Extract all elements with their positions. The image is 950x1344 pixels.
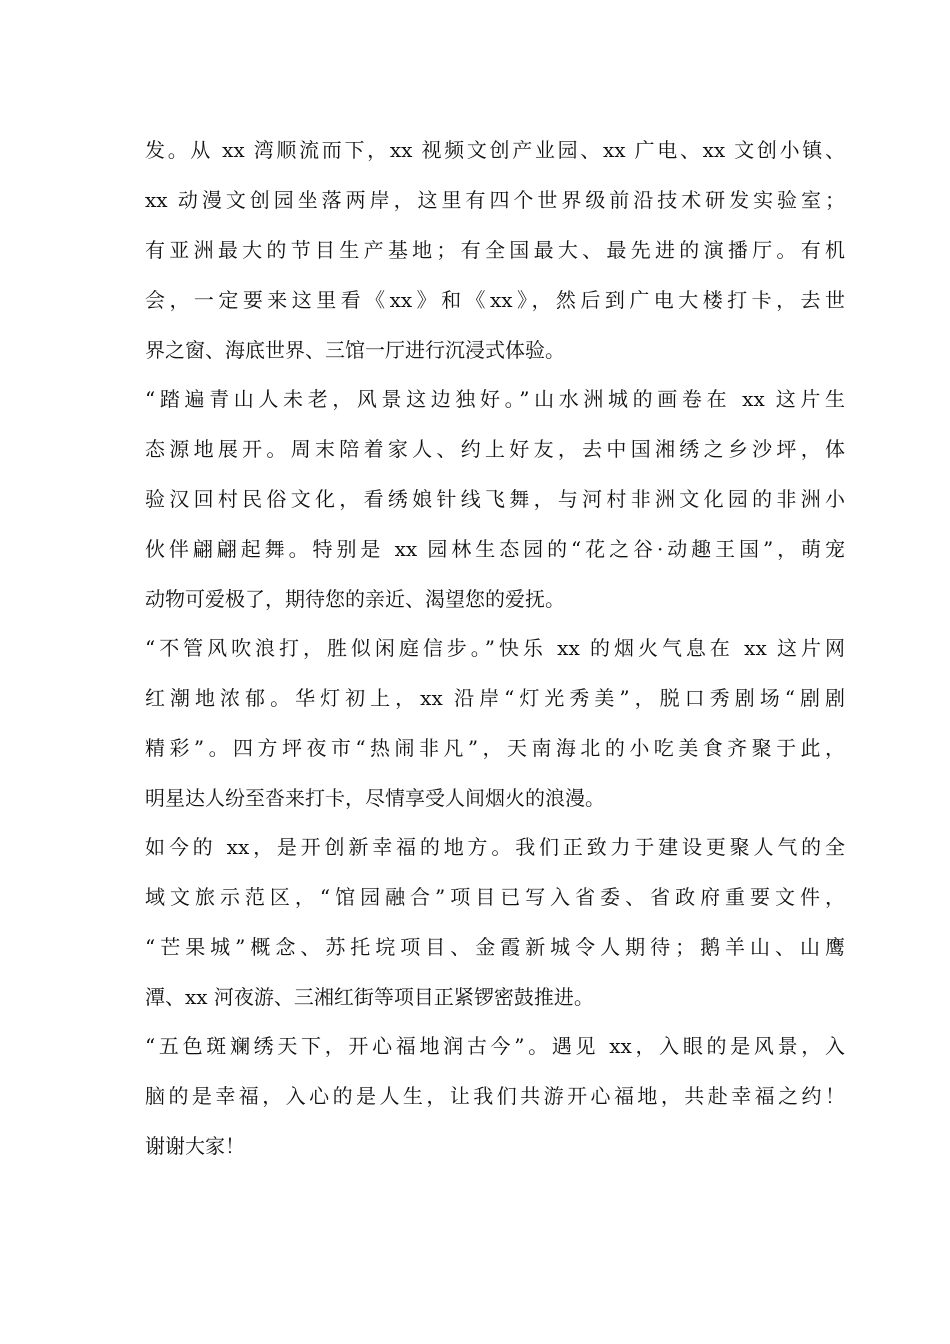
text-line: 伙伴翩翩起舞。特别是 xx 园林生态园的“花之谷·动趣王国”，萌宠 bbox=[145, 537, 845, 561]
text-line: 精彩”。四方坪夜市“热闹非凡”，天南海北的小吃美食齐聚于此， bbox=[145, 736, 845, 760]
text-line: 明星达人纷至沓来打卡，尽情享受人间烟火的浪漫。 bbox=[145, 786, 605, 810]
text-line: 谢谢大家！ bbox=[145, 1134, 245, 1158]
text-line: “不管风吹浪打，胜似闲庭信步。”快乐 xx 的烟火气息在 xx 这片网 bbox=[145, 636, 845, 660]
text-line: 动物可爱极了，期待您的亲近、渴望您的爱抚。 bbox=[145, 587, 565, 611]
text-line: 态源地展开。周末陪着家人、约上好友，去中国湘绣之乡沙坪，体 bbox=[145, 437, 845, 461]
text-line: “踏遍青山人未老，风景这边独好。”山水洲城的画卷在 xx 这片生 bbox=[145, 387, 845, 411]
text-line: 会，一定要来这里看《xx》和《xx》，然后到广电大楼打卡，去世 bbox=[145, 288, 845, 312]
text-line: 域文旅示范区，“馆园融合”项目已写入省委、省政府重要文件， bbox=[145, 885, 845, 909]
text-line: 界之窗、海底世界、三馆一厅进行沉浸式体验。 bbox=[145, 338, 565, 362]
text-line: “芒果城”概念、苏托垸项目、金霞新城令人期待；鹅羊山、山鹰 bbox=[145, 935, 845, 959]
text-line: 验汉回村民俗文化，看绣娘针线飞舞，与河村非洲文化园的非洲小 bbox=[145, 487, 845, 511]
text-line: “五色斑斓绣天下，开心福地润古今”。遇见 xx，入眼的是风景，入 bbox=[145, 1034, 845, 1058]
text-line: 有亚洲最大的节目生产基地；有全国最大、最先进的演播厅。有机 bbox=[145, 238, 845, 262]
text-line: xx 动漫文创园坐落两岸，这里有四个世界级前沿技术研发实验室； bbox=[145, 188, 845, 212]
text-line: 脑的是幸福，入心的是人生，让我们共游开心福地，共赴幸福之约！ bbox=[145, 1084, 845, 1108]
text-line: 如今的 xx，是开创新幸福的地方。我们正致力于建设更聚人气的全 bbox=[145, 835, 845, 859]
text-line: 红潮地浓郁。华灯初上，xx 沿岸“灯光秀美”，脱口秀剧场“剧剧 bbox=[145, 686, 845, 710]
text-line: 发。从 xx 湾顺流而下，xx 视频文创产业园、xx 广电、xx 文创小镇、 bbox=[145, 138, 845, 162]
text-line: 潭、xx 河夜游、三湘红街等项目正紧锣密鼓推进。 bbox=[145, 985, 594, 1009]
